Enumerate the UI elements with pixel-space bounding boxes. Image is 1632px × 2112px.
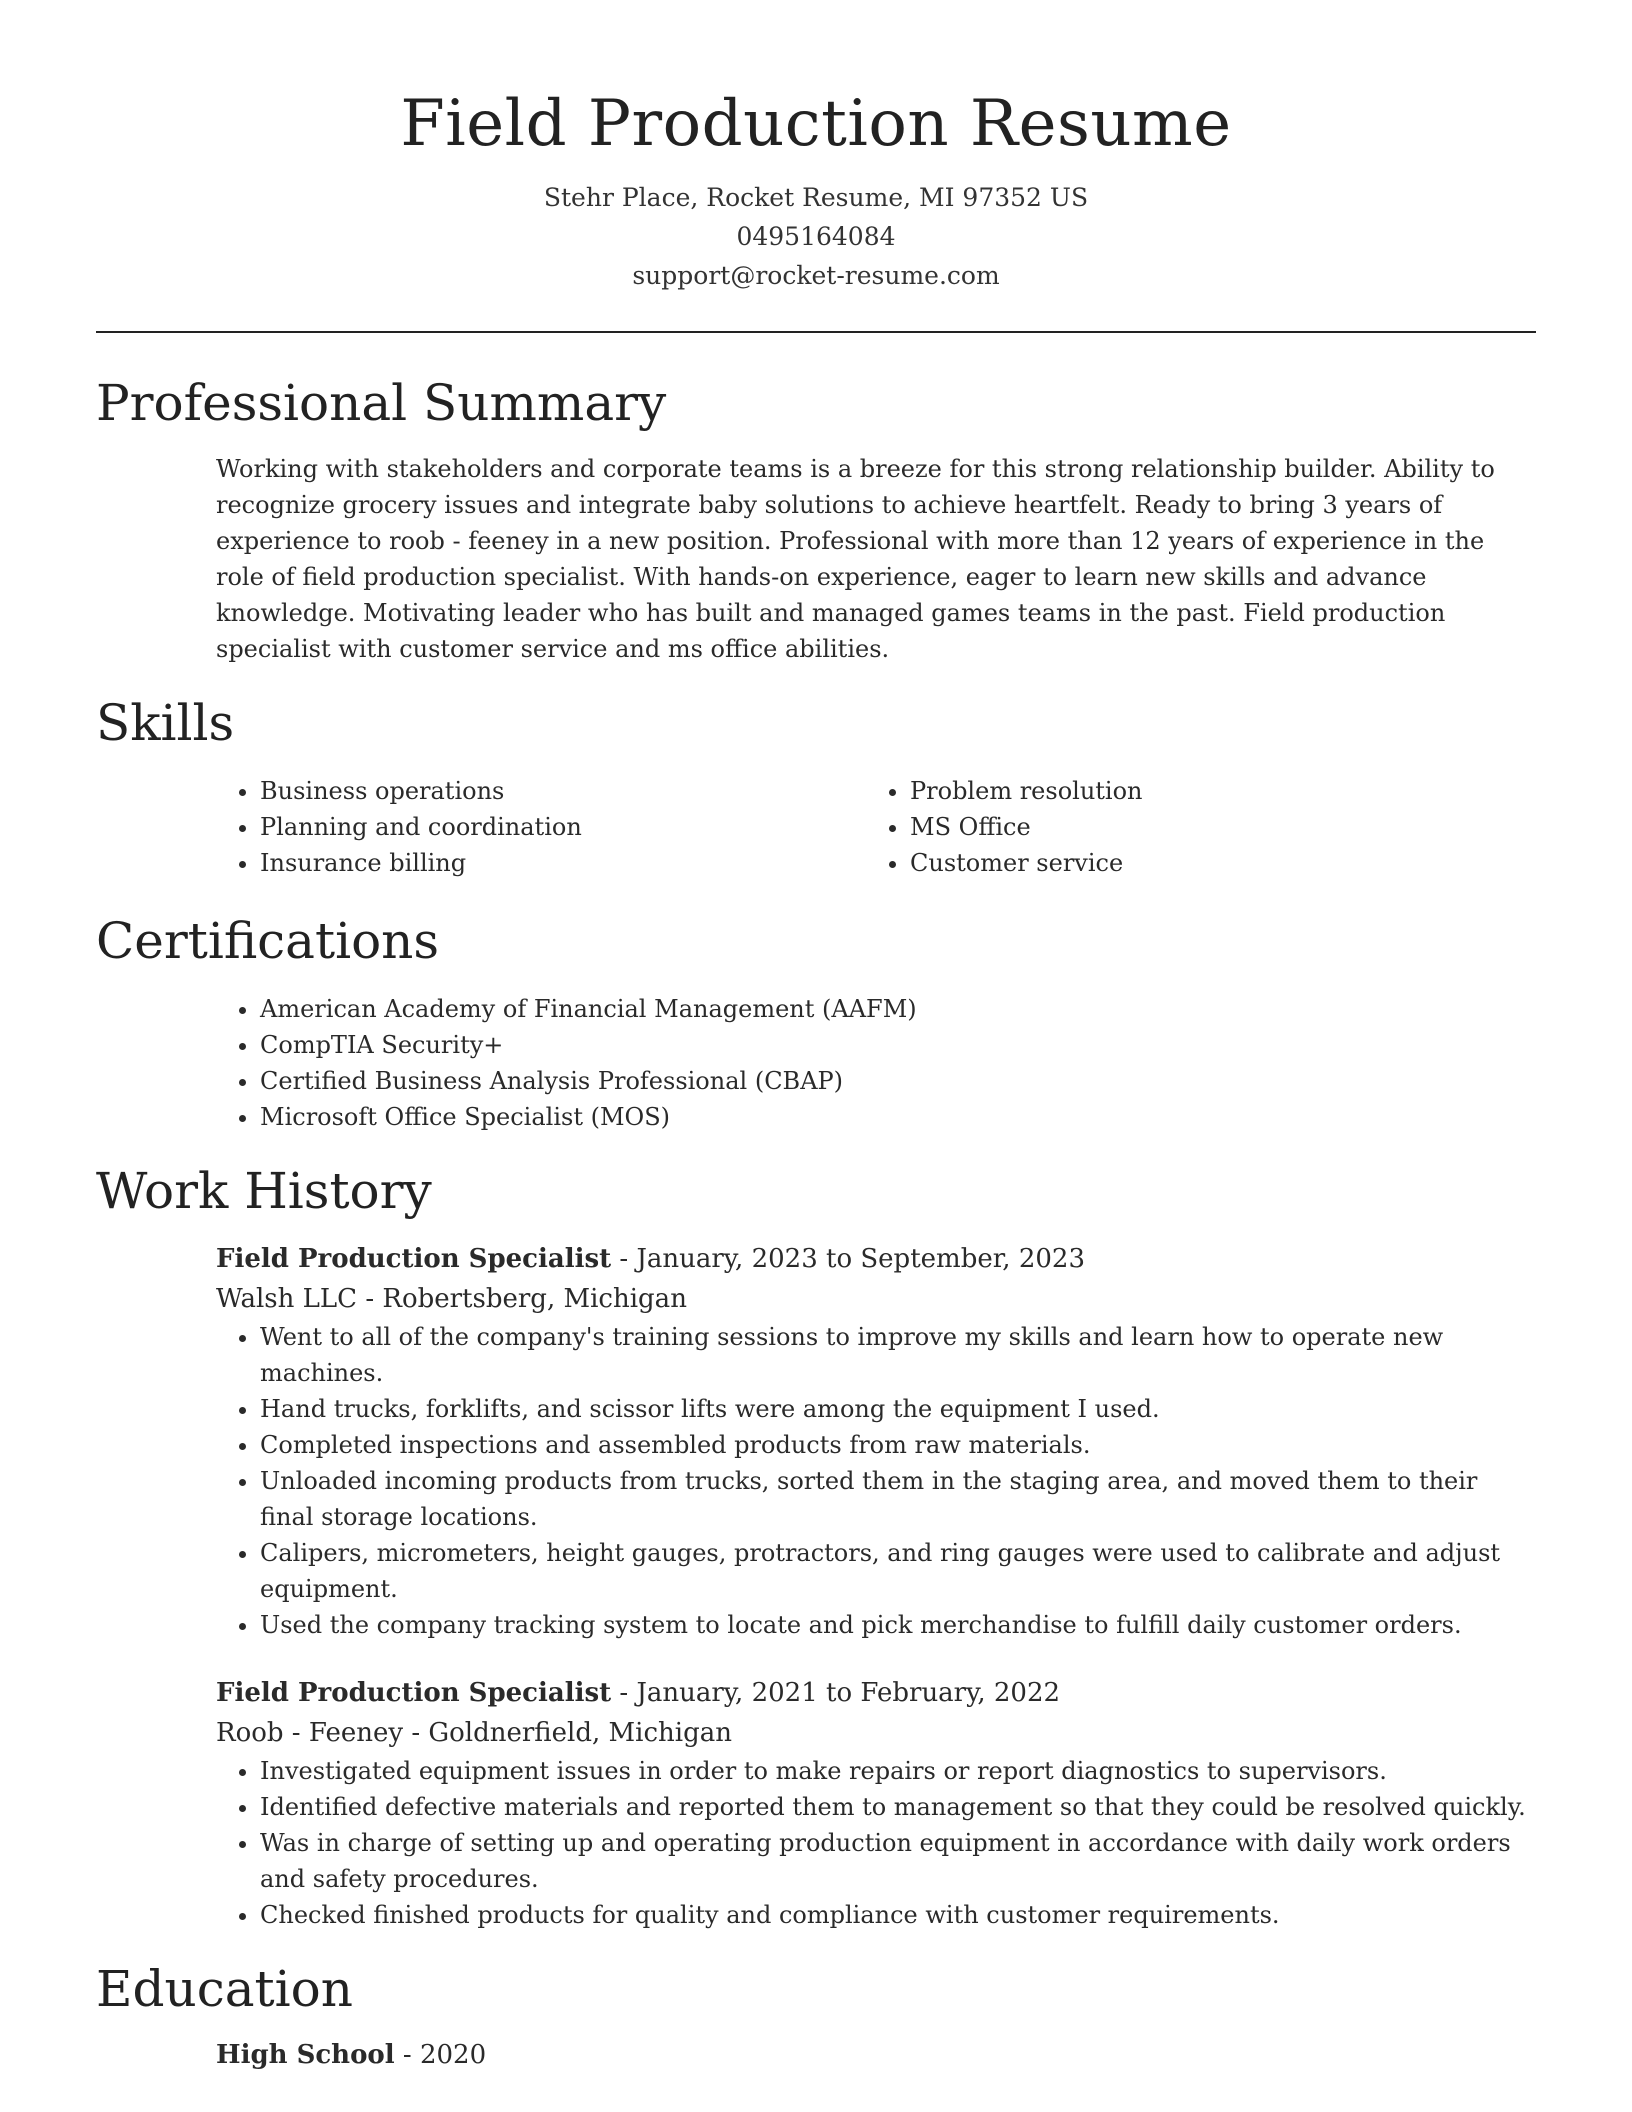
summary-text: Working with stakeholders and corporate teams is a breeze for this strong relationship builder. Ability to recognize grocery issues and integrate baby solutions to achieve heartfelt. Ready to bring 3 years of experience to roob - feeney in a new position. Professional with more than 12 years of experience in the role of field production specialist. With hands-on experience, eager to learn new skills and advance knowledge. Motivating leader who has built and managed games teams in the past. Field production specialist with customer service and ms office abilities. bbox=[216, 455, 1495, 663]
job-duty: • Hand trucks, forklifts, and scissor lifts were among the equipment I used. bbox=[260, 1391, 1536, 1427]
contact-info bbox=[96, 178, 1536, 295]
job-duty: • Used the company tracking system to locate and pick merchandise to fulfill daily customer orders. bbox=[260, 1607, 1536, 1643]
education-year: - 2020 bbox=[394, 2040, 487, 2070]
skill-item: • Business operations bbox=[260, 773, 866, 809]
skill-item: • Planning and coordination bbox=[260, 809, 866, 845]
job-entry bbox=[216, 1239, 1536, 1643]
job-duties-list bbox=[216, 1319, 1536, 1643]
skills-heading: Skills bbox=[96, 694, 235, 752]
job-duties-list bbox=[216, 1753, 1536, 1933]
job-role: Field Production Specialist bbox=[216, 1244, 612, 1274]
certification-item: • CompTIA Security+ bbox=[260, 1027, 1536, 1063]
job-duty: • Investigated equipment issues in order to make repairs or report diagnostics to supervisors. bbox=[260, 1753, 1536, 1789]
job-duty: • Completed inspections and assembled products from raw materials. bbox=[260, 1427, 1536, 1463]
job-duty: • Was in charge of setting up and operating production equipment in accordance with daily work orders and safety procedures. bbox=[260, 1825, 1536, 1897]
job-dates: - January, 2023 to September, 2023 bbox=[611, 1244, 1085, 1274]
job-company: Walsh LLC - Robertsberg, Michigan bbox=[216, 1284, 687, 1314]
certifications-list-wrap bbox=[216, 991, 1536, 1135]
education-heading: Education bbox=[96, 1960, 353, 2018]
certification-item: • Certified Business Analysis Professional (CBAP) bbox=[260, 1063, 1536, 1099]
certification-item: • Microsoft Office Specialist (MOS) bbox=[260, 1099, 1536, 1135]
contact-phone: 0495164084 bbox=[736, 222, 896, 251]
contact-email: support@rocket-resume.com bbox=[632, 261, 1000, 290]
resume-title: Field Production Resume bbox=[400, 87, 1232, 161]
certification-item: • American Academy of Financial Management (AAFM) bbox=[260, 991, 1536, 1027]
work-section bbox=[96, 1161, 1536, 1933]
job-duty: • Checked finished products for quality and compliance with customer requirements. bbox=[260, 1897, 1536, 1933]
skill-item: • Insurance billing bbox=[260, 845, 866, 881]
job-duty: • Identified defective materials and reported them to management so that they could be resolved quickly. bbox=[260, 1789, 1536, 1825]
job-title-line bbox=[216, 1239, 1536, 1279]
job-company: Roob - Feeney - Goldnerfield, Michigan bbox=[216, 1718, 732, 1748]
skills-left-list bbox=[216, 773, 866, 881]
contact-address: Stehr Place, Rocket Resume, MI 97352 US bbox=[543, 183, 1089, 212]
education-entry bbox=[216, 2035, 1536, 2075]
skill-item: • Problem resolution bbox=[910, 773, 1516, 809]
job-role: Field Production Specialist bbox=[216, 1678, 612, 1708]
job-duty: • Calipers, micrometers, height gauges, protractors, and ring gauges were used to calibrate and adjust equipment. bbox=[260, 1535, 1536, 1607]
certifications-list bbox=[216, 991, 1536, 1135]
summary-section bbox=[96, 373, 1536, 667]
certifications-heading: Certifications bbox=[96, 912, 440, 970]
skill-item: • Customer service bbox=[910, 845, 1516, 881]
skills-columns bbox=[216, 773, 1536, 881]
summary-heading: Professional Summary bbox=[96, 374, 667, 432]
education-section bbox=[96, 1959, 1536, 2075]
certifications-section bbox=[96, 911, 1536, 1135]
work-heading: Work History bbox=[96, 1162, 432, 1220]
job-title-line bbox=[216, 1673, 1536, 1713]
resume-header bbox=[96, 0, 1536, 295]
header-divider bbox=[96, 331, 1536, 333]
job-dates: - January, 2021 to February, 2022 bbox=[611, 1678, 1061, 1708]
job-duty: • Unloaded incoming products from trucks, sorted them in the staging area, and moved them to their final storage locations. bbox=[260, 1463, 1536, 1535]
job-duty: • Went to all of the company's training sessions to improve my skills and learn how to operate new machines. bbox=[260, 1319, 1536, 1391]
skill-item: • MS Office bbox=[910, 809, 1516, 845]
skills-section bbox=[96, 693, 1536, 881]
education-degree: High School bbox=[216, 2040, 395, 2070]
skills-right-list bbox=[866, 773, 1516, 881]
job-entry bbox=[216, 1673, 1536, 1933]
